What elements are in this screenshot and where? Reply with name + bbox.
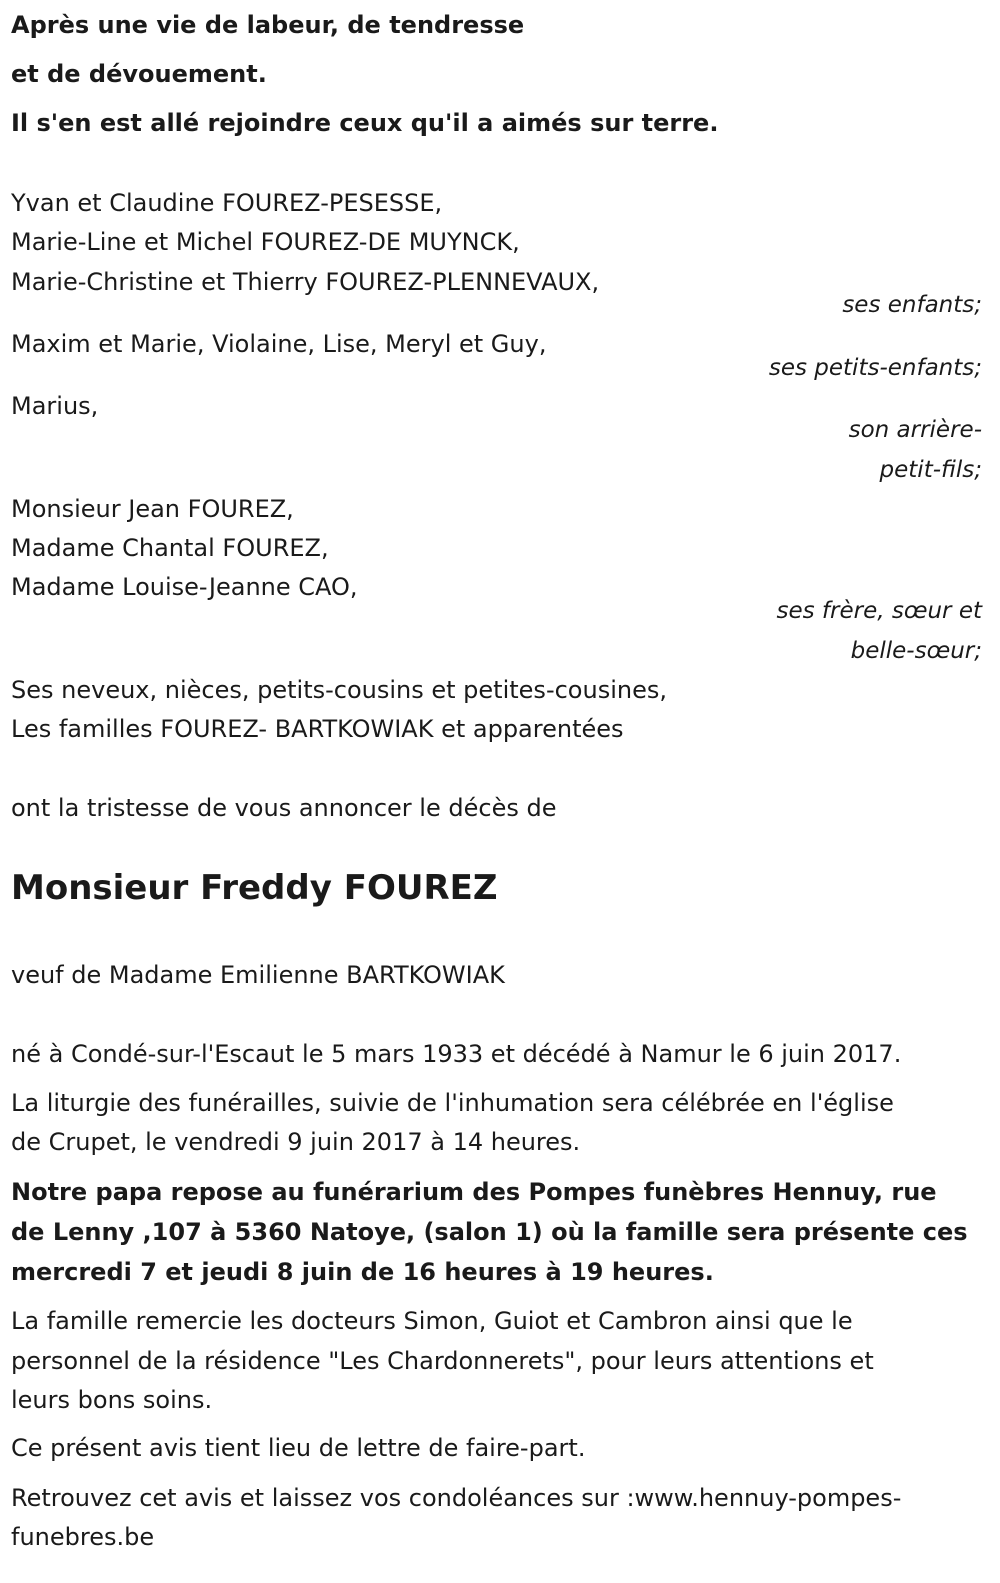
relation-great-grandchild: son arrière-	[848, 417, 982, 443]
thanks-line: leurs bons soins.	[11, 1386, 213, 1414]
intro-line: et de dévouement.	[11, 60, 267, 88]
extended-family-line: Ses neveux, nièces, petits-cousins et petites-cousines,	[11, 676, 667, 704]
condolence-line: funebres.be	[11, 1523, 155, 1551]
intro-line: Il s'en est allé rejoindre ceux qu'il a aimés sur terre.	[11, 109, 719, 137]
sibling-name: Monsieur Jean FOUREZ,	[11, 495, 294, 523]
child-name: Yvan et Claudine FOUREZ-PESESSE,	[11, 189, 443, 217]
condolence-line: Retrouvez cet avis et laissez vos condoléances sur :www.hennuy-pompes-	[11, 1484, 902, 1512]
child-name: Marie-Christine et Thierry FOUREZ-PLENNEVAUX,	[11, 268, 600, 296]
relation-children: ses enfants;	[842, 292, 982, 318]
widower-line: veuf de Madame Emilienne BARTKOWIAK	[11, 961, 505, 989]
intro-line: Après une vie de labeur, de tendresse	[11, 11, 525, 39]
visitation-line: de Lenny ,107 à 5360 Natoye, (salon 1) où la famille sera présente ces	[11, 1218, 968, 1246]
visitation-line: Notre papa repose au funérarium des Pompes funèbres Hennuy, rue	[11, 1178, 937, 1206]
thanks-line: personnel de la résidence "Les Chardonnerets", pour leurs attentions et	[11, 1347, 874, 1375]
relation-siblings: belle-sœur;	[850, 638, 982, 664]
relation-siblings: ses frère, sœur et	[776, 598, 982, 624]
funeral-line: de Crupet, le vendredi 9 juin 2017 à 14 heures.	[11, 1128, 581, 1156]
announcement-line: ont la tristesse de vous annoncer le décès de	[11, 794, 557, 822]
great-grandchild-name: Marius,	[11, 392, 99, 420]
funeral-line: La liturgie des funérailles, suivie de l'inhumation sera célébrée en l'église	[11, 1089, 894, 1117]
birth-death-line: né à Condé-sur-l'Escaut le 5 mars 1933 et décédé à Namur le 6 juin 2017.	[11, 1040, 902, 1068]
relation-great-grandchild: petit-fils;	[879, 457, 982, 483]
thanks-line: La famille remercie les docteurs Simon, Guiot et Cambron ainsi que le	[11, 1307, 853, 1335]
visitation-line: mercredi 7 et jeudi 8 juin de 16 heures à 19 heures.	[11, 1258, 714, 1286]
sibling-name: Madame Louise-Jeanne CAO,	[11, 573, 358, 601]
sibling-name: Madame Chantal FOUREZ,	[11, 534, 329, 562]
notice-line: Ce présent avis tient lieu de lettre de faire-part.	[11, 1434, 586, 1462]
child-name: Marie-Line et Michel FOUREZ-DE MUYNCK,	[11, 228, 520, 256]
extended-family-line: Les familles FOUREZ- BARTKOWIAK et apparentées	[11, 715, 624, 743]
relation-grandchildren: ses petits-enfants;	[768, 355, 982, 381]
grandchild-names: Maxim et Marie, Violaine, Lise, Meryl et Guy,	[11, 330, 547, 358]
deceased-name: Monsieur Freddy FOUREZ	[11, 868, 498, 908]
